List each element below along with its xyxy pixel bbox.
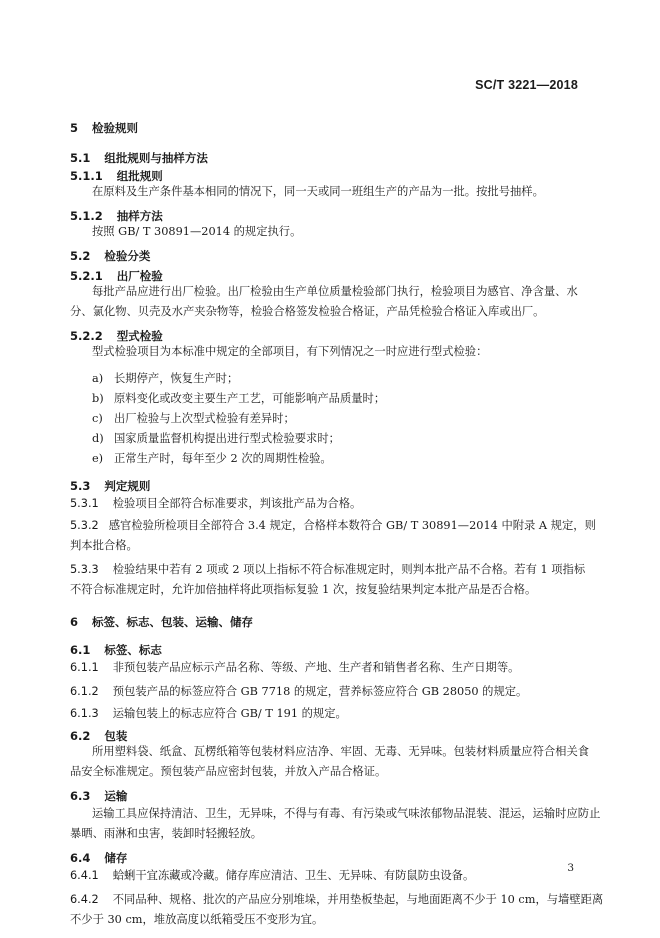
heading-6-2: 6.2 包装 [70, 729, 128, 743]
heading-6-1: 6.1 标签、标志 [70, 643, 162, 657]
heading-6: 6 标签、标志、包装、运输、储存 [70, 615, 254, 629]
heading-5-1-2: 5.1.2 抽样方法 [70, 209, 163, 223]
list-item: d) 国家质量监督机构提出进行型式检验要求时； [92, 432, 340, 445]
paragraph-5-3-1: 5.3.1 检验项目全部符合标准要求，判该批产品为合格。 [70, 497, 362, 510]
paragraph-5-1-2: 按照 GB/ T 30891—2014 的规定执行。 [92, 225, 302, 238]
paragraph-5-3-2-line1: 5.3.2 感官检验所检项目全部符合 3.4 规定，合格样本数符合 GB/ T 30891—2014 中附录 A 规定，则 [70, 519, 596, 532]
list-item: b) 原料变化或改变主要生产工艺，可能影响产品质量时； [92, 392, 386, 405]
paragraph-6-1-2: 6.1.2 预包装产品的标签应符合 GB 7718 的规定，营养标签应符合 GB 28050 的规定。 [70, 685, 528, 698]
heading-5-3: 5.3 判定规则 [70, 479, 151, 493]
paragraph-6-1-1: 6.1.1 非预包装产品应标示产品名称、等级、产地、生产者和销售者名称、生产日期等。 [70, 661, 520, 674]
heading-5-1: 5.1 组批规则与抽样方法 [70, 151, 208, 165]
paragraph-6-3-line2: 暴晒、雨淋和虫害，装卸时轻搬轻放。 [70, 827, 263, 840]
paragraph-6-3-line1: 运输工具应保持清洁、卫生，无异味，不得与有毒、有污染或气味浓郁物品混装、混运，运输时应防止 [92, 807, 601, 820]
paragraph-6-2-line1: 所用塑料袋、纸盒、瓦楞纸箱等包装材料应洁净、牢固、无毒、无异味。包装材料质量应符合相关食 [92, 745, 590, 758]
paragraph-5-2-1-line1: 每批产品应进行出厂检验。出厂检验由生产单位质量检验部门执行，检验项目为感官、净含量、水 [92, 285, 578, 298]
list-item: c) 出厂检验与上次型式检验有差异时； [92, 412, 295, 425]
paragraph-5-2-1-line2: 分、氯化物、贝壳及水产夹杂物等，检验合格签发检验合格证，产品凭检验合格证入库或出厂。 [70, 305, 545, 318]
heading-5-1-1: 5.1.1 组批规则 [70, 169, 163, 183]
paragraph-6-4-1: 6.4.1 蛤蜊干宜冻藏或冷藏。储存库应清洁、卫生、无异味、有防鼠防虫设备。 [70, 869, 475, 882]
heading-6-4: 6.4 储存 [70, 851, 128, 865]
page-number: 3 [567, 862, 574, 874]
heading-5-2-1: 5.2.1 出厂检验 [70, 269, 163, 283]
list-item: e) 正常生产时，每年至少 2 次的周期性检验。 [92, 452, 332, 465]
paragraph-6-4-2-line2: 不少于 30 cm，堆放高度以纸箱受压不变形为宜。 [70, 913, 324, 926]
paragraph-6-1-3: 6.1.3 运输包装上的标志应符合 GB/ T 191 的规定。 [70, 707, 347, 720]
paragraph-5-2-2-intro: 型式检验项目为本标准中规定的全部项目，有下列情况之一时应进行型式检验： [92, 345, 488, 358]
list-item: a) 长期停产，恢复生产时； [92, 372, 239, 385]
paragraph-6-2-line2: 品安全标准规定。预包装产品应密封包装，并放入产品合格证。 [70, 765, 387, 778]
paragraph-6-4-2-line1: 6.4.2 不同品种、规格、批次的产品应分别堆垛，并用垫板垫起，与地面距离不少于 10 cm，与墙壁距离 [70, 893, 604, 906]
paragraph-5-3-2-line2: 判本批合格。 [70, 539, 138, 552]
paragraph-5-3-3-line2: 不符合标准规定时，允许加倍抽样将此项指标复验 1 次，按复验结果判定本批产品是否合格。 [70, 583, 537, 596]
paragraph-5-1-1: 在原料及生产条件基本相同的情况下，同一天或同一班组生产的产品为一批。按批号抽样。 [92, 185, 544, 198]
paragraph-5-3-3-line1: 5.3.3 检验结果中若有 2 项或 2 项以上指标不符合标准规定时，则判本批产品不合格。若有 1 项指标 [70, 563, 586, 576]
document-code: SC/T 3221—2018 [475, 78, 578, 92]
heading-5: 5 检验规则 [70, 121, 139, 135]
heading-6-3: 6.3 运输 [70, 789, 128, 803]
heading-5-2-2: 5.2.2 型式检验 [70, 329, 163, 343]
heading-5-2: 5.2 检验分类 [70, 249, 151, 263]
